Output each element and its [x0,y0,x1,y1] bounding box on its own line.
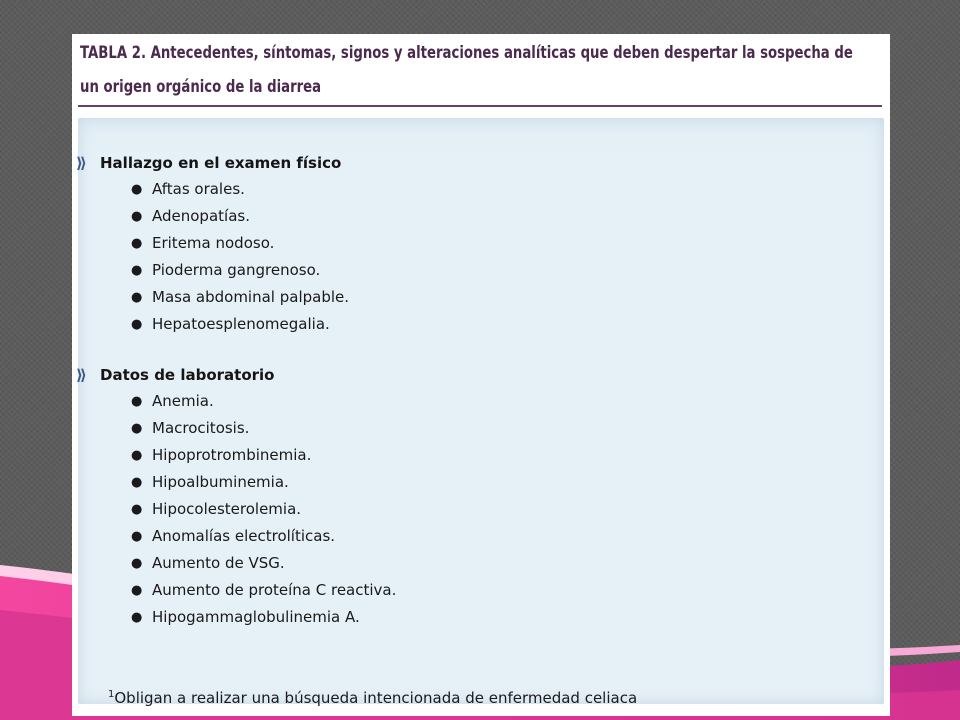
bullet-dot-icon: ● [131,583,143,598]
list-item-text: Adenopatías. [152,207,250,225]
footnote-text: Obligan a realizar una búsqueda intencionada de enfermedad celiaca [114,689,638,707]
list-item-text: Hipoalbuminemia. [152,473,289,491]
list-item-text: Masa abdominal palpable. [152,288,350,306]
chevron-right-icon: ⟫ [76,366,87,384]
list-item-text: Anemia. [152,392,214,410]
bullet-dot-icon: ● [131,182,143,197]
footnote-mark: 1 [108,689,115,700]
bullet-dot-icon: ● [131,317,143,332]
bullet-dot-icon: ● [131,529,143,544]
list-item-text: Anomalías electrolíticas. [152,527,336,545]
bullet-dot-icon: ● [131,290,143,305]
list-item-text: Aumento de proteína C reactiva. [152,581,397,599]
list-item-text: Hipocolesterolemia. [152,500,302,518]
bullet-dot-icon: ● [131,209,143,224]
section-heading: Datos de laboratorio [100,366,275,384]
section-heading: Hallazgo en el examen físico [100,154,342,172]
bullet-dot-icon: ● [131,448,143,463]
bullet-dot-icon: ● [131,610,143,625]
content-panel [76,118,884,707]
bullet-dot-icon: ● [131,236,143,251]
list-item-text: Macrocitosis. [152,419,250,437]
list-item-text: Hipogammaglobulinemia A. [152,608,360,626]
bullet-dot-icon: ● [131,502,143,517]
slide-card [72,34,890,716]
list-item-text: Aumento de VSG. [152,554,285,572]
list-item-text: Hipoprotrombinemia. [152,446,312,464]
bullet-dot-icon: ● [131,556,143,571]
bullet-dot-icon: ● [131,394,143,409]
list-item-text: Pioderma gangrenoso. [152,261,321,279]
footnote [108,682,637,711]
table-title: TABLA 2. Antecedentes, síntomas, signos y alteraciones analíticas que deben despertar la sospecha de un origen orgánico de la diarrea [80,43,853,97]
list-item-text: Aftas orales. [152,180,245,198]
bullet-dot-icon: ● [131,475,143,490]
list-item-text: Eritema nodoso. [152,234,275,252]
title-divider [78,105,882,107]
list-item-text: Hepatoesplenomegalia. [152,315,330,333]
chevron-right-icon: ⟫ [76,154,87,172]
bullet-dot-icon: ● [131,263,143,278]
bullet-dot-icon: ● [131,421,143,436]
